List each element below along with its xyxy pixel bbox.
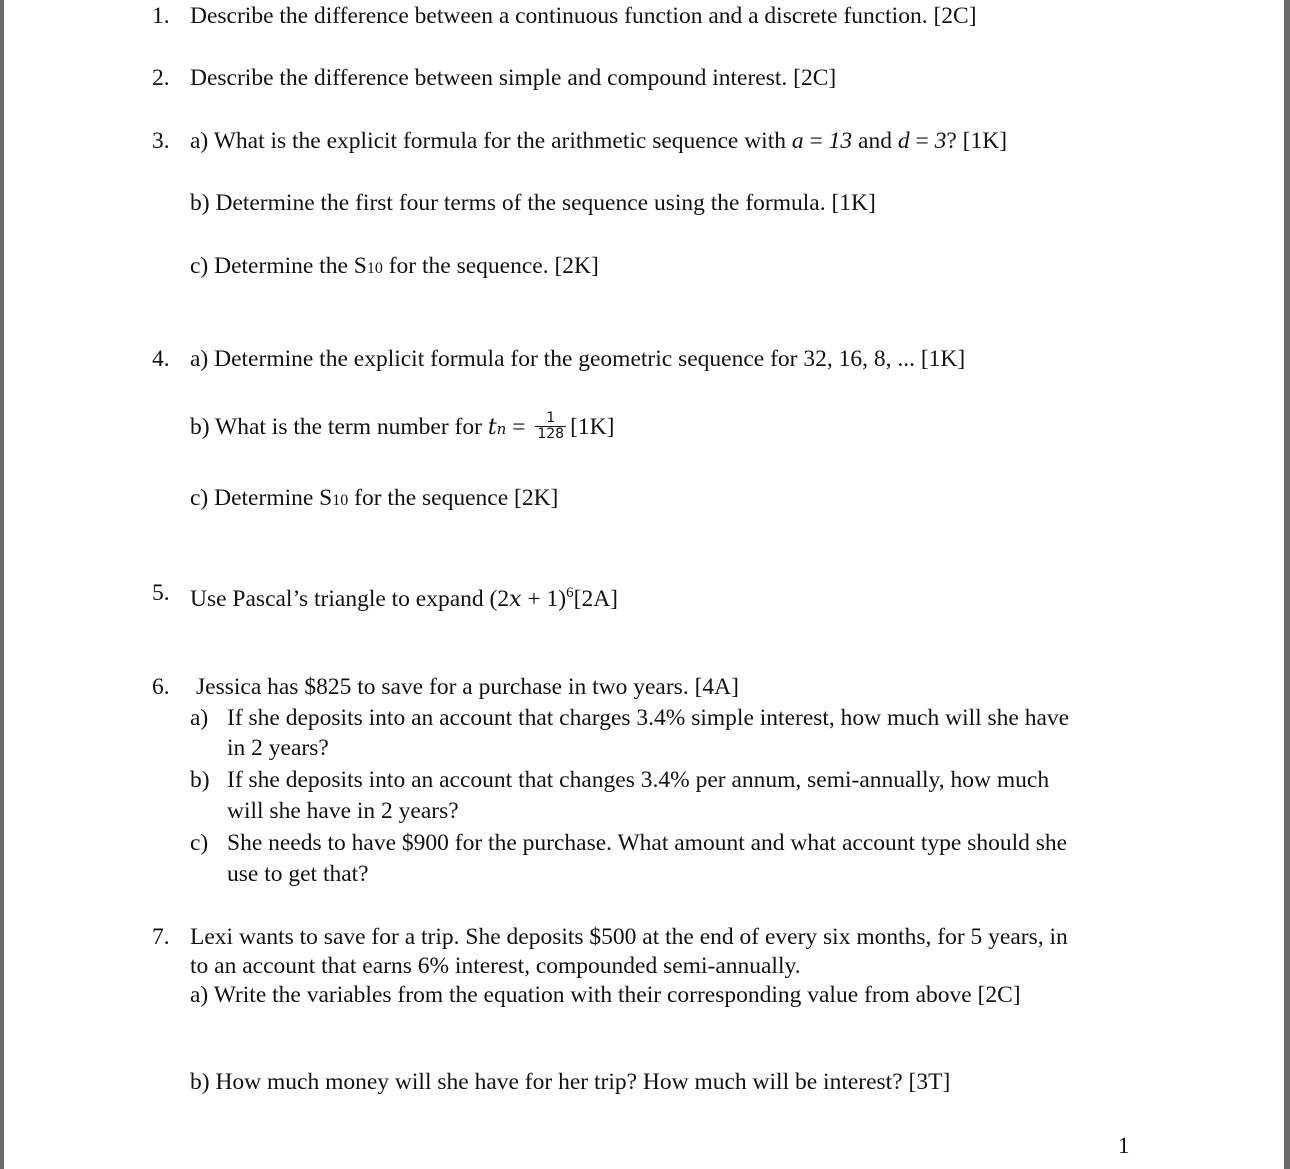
question-7a: a) Write the variables from the equation with their corresponding value from above [2C] — [190, 982, 1021, 1008]
page-edge-right — [1284, 0, 1290, 1169]
question-2-text: Describe the difference between simple and compound interest. [2C] — [190, 65, 837, 91]
fraction-numerator: 1 — [535, 411, 566, 427]
question-4c — [190, 484, 558, 515]
question-4b-suffix: [1K] — [570, 414, 615, 440]
equals-2: = — [909, 128, 935, 154]
question-6a-label: a) — [190, 705, 209, 731]
page-number: 1 — [1118, 1133, 1130, 1158]
question-6b-label: b) — [190, 767, 210, 793]
value-d: 3 — [934, 128, 947, 154]
question-3c-prefix: c) Determine the S — [190, 253, 367, 279]
question-4a: a) Determine the explicit formula for the geometric sequence for 32, 16, 8, ... [1K] — [190, 346, 966, 372]
question-6b-line1: If she deposits into an account that changes 3.4% per annum, semi-annually, how much — [227, 767, 1050, 793]
expression-rest: + 1) — [521, 585, 567, 612]
question-3a-prefix: a) What is the explicit formula for the arithmetic sequence with — [190, 128, 792, 154]
question-4c-subscript: 10 — [332, 492, 349, 509]
question-5-text — [190, 579, 618, 614]
question-6a-line2: in 2 years? — [227, 735, 329, 761]
question-3c — [190, 252, 599, 283]
question-3b: b) Determine the first four terms of the sequence using the formula. [1K] — [190, 190, 876, 216]
and-word: and — [852, 128, 898, 154]
fraction-denominator: 128 — [537, 426, 565, 443]
question-6c-line2: use to get that? — [227, 861, 369, 887]
question-3-number: 3. — [152, 128, 170, 154]
question-7b: b) How much money will she have for her trip? How much will be interest? [3T] — [190, 1069, 951, 1095]
question-6b-line2: will she have in 2 years? — [227, 798, 459, 824]
question-5-prefix: Use Pascal’s triangle to expand — [190, 585, 490, 612]
question-6c-line1: She needs to have $900 for the purchase. What amount and what account type should she — [227, 830, 1068, 856]
question-2-number: 2. — [152, 65, 170, 91]
question-7-line1: Lexi wants to save for a trip. She deposits $500 at the end of every six months, for 5 years, in — [190, 924, 1068, 950]
question-3c-suffix: for the sequence. [2K] — [382, 253, 599, 279]
question-7-number: 7. — [152, 924, 170, 950]
variable-t-subscript: n — [496, 420, 507, 438]
question-6a-line1: If she deposits into an account that charges 3.4% simple interest, how much will she have — [227, 705, 1070, 731]
question-3a — [190, 127, 1007, 155]
question-6-number: 6. — [152, 674, 170, 700]
question-6c-label: c) — [190, 830, 209, 856]
question-4b — [190, 410, 615, 444]
question-1-text: Describe the difference between a continuous function and a discrete function. [2C] — [190, 3, 977, 29]
question-4-number: 4. — [152, 346, 170, 372]
variable-t: t — [487, 415, 497, 440]
question-3a-suffix: ? [1K] — [946, 128, 1008, 154]
question-5-number: 5. — [152, 580, 170, 606]
value-a: 13 — [828, 128, 853, 154]
equals-sign: = — [506, 414, 532, 440]
question-5-suffix: [2A] — [573, 585, 619, 612]
question-1-number: 1. — [152, 3, 170, 29]
question-6-stem: Jessica has $825 to save for a purchase in two years. [4A] — [196, 674, 739, 700]
variable-a: a — [791, 128, 804, 154]
question-3c-subscript: 10 — [366, 260, 383, 277]
fraction — [535, 411, 566, 442]
expression-variable: x — [509, 586, 522, 612]
equals-1: = — [803, 128, 829, 154]
question-7-line2: to an account that earns 6% interest, compounded semi-annually. — [190, 953, 801, 979]
document-page — [4, 0, 1284, 1169]
variable-d: d — [897, 128, 910, 154]
question-4c-suffix: for the sequence [2K] — [348, 485, 559, 511]
question-4b-prefix: b) What is the term number for — [190, 414, 488, 440]
question-4c-prefix: c) Determine S — [190, 485, 333, 511]
expression-open: (2 — [489, 585, 510, 612]
expression-exponent: 6 — [566, 585, 574, 601]
